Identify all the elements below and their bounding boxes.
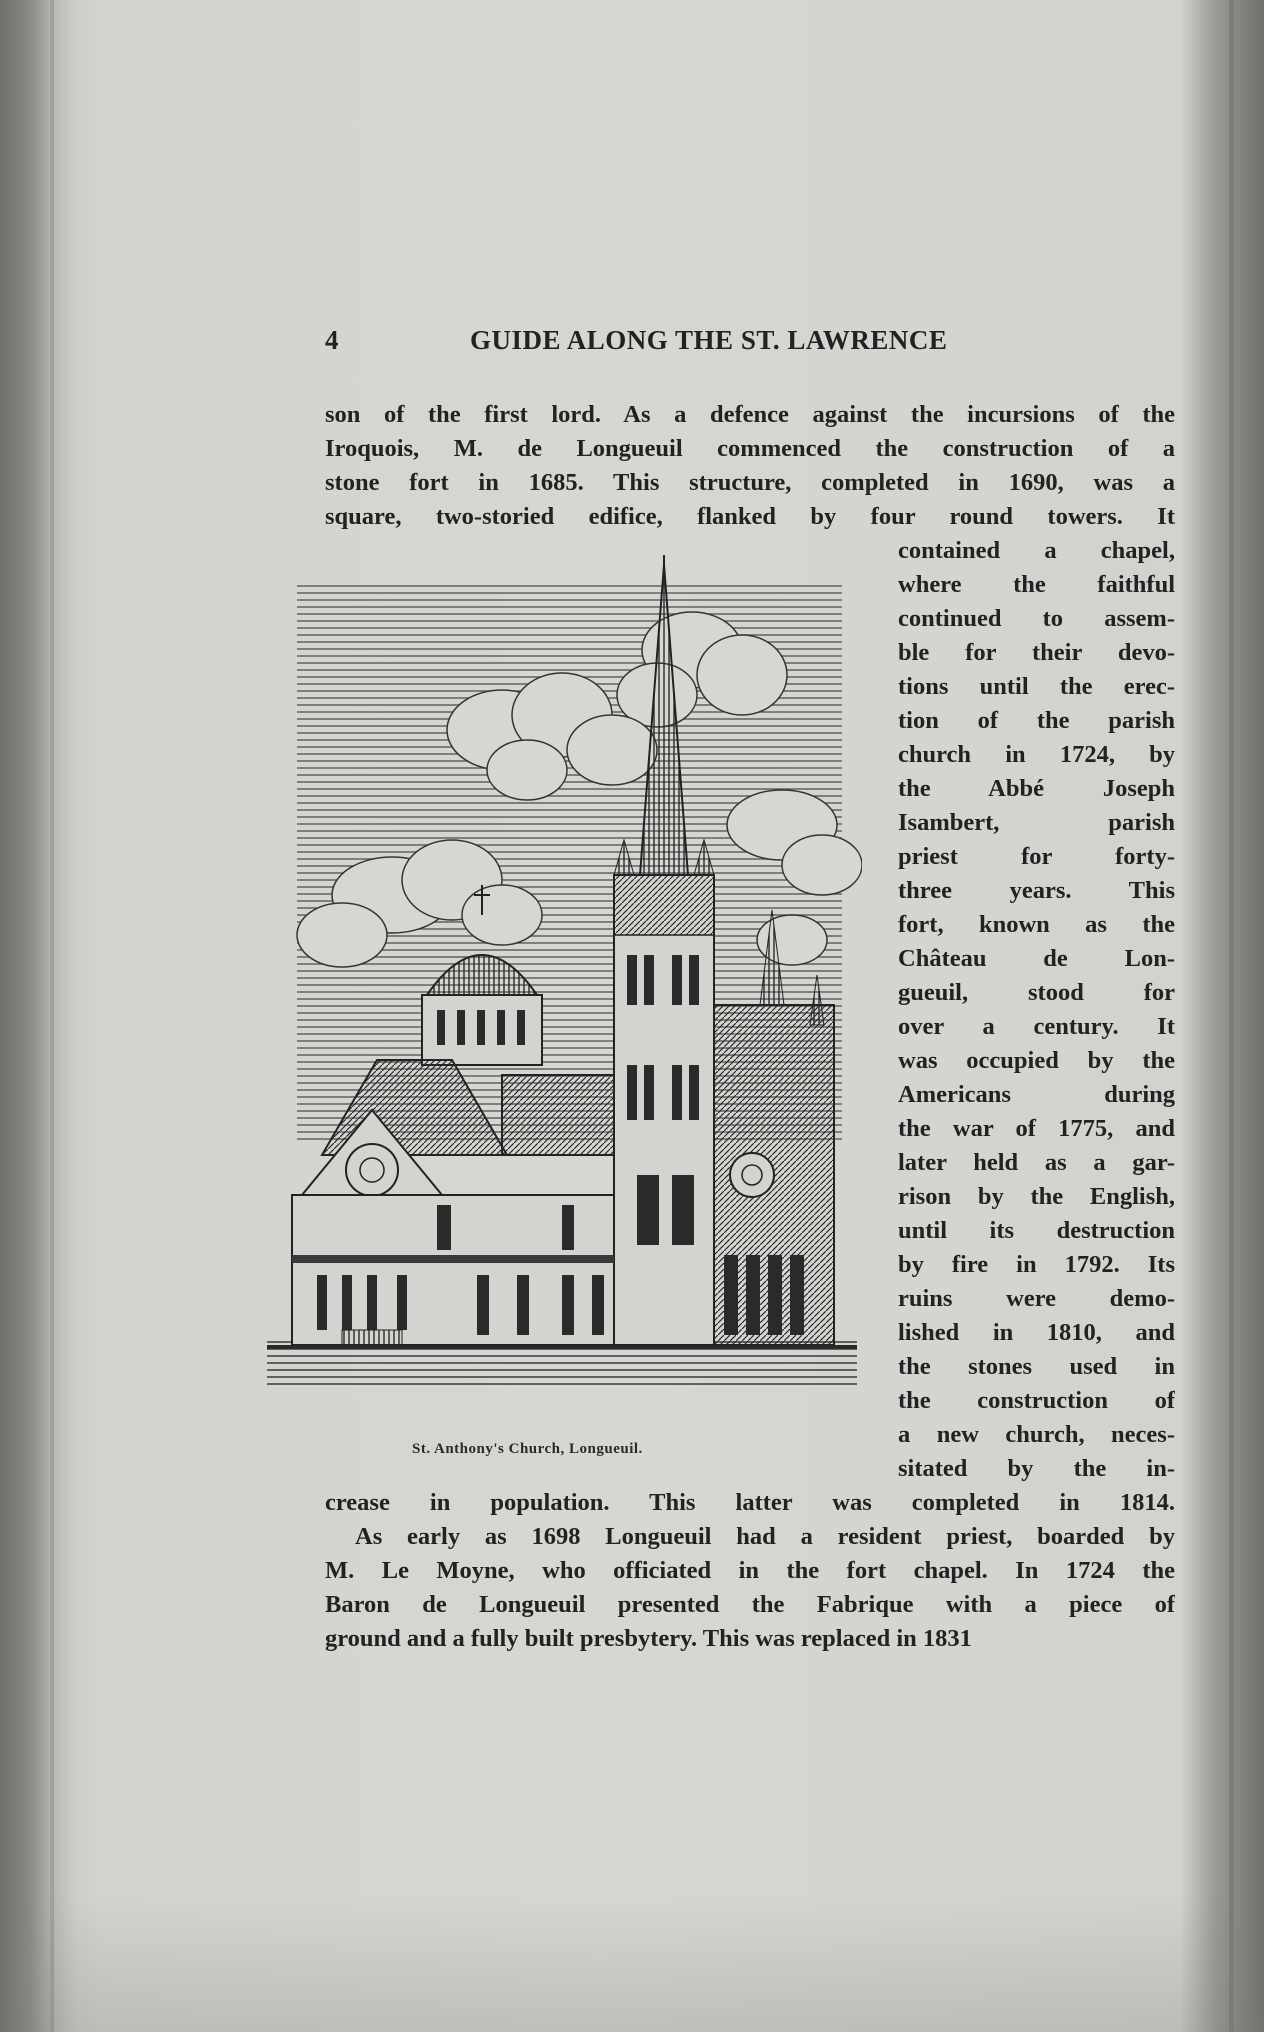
side-text-line: was occupied by the — [898, 1047, 1175, 1074]
side-text-line: the war of 1775, and — [898, 1115, 1175, 1142]
text-line: M. Le Moyne, who officiated in the fort chapel. In 1724 the — [325, 1557, 1175, 1584]
side-text-line: contained a chapel, — [898, 537, 1175, 564]
figure-caption: St. Anthony's Church, Longueuil. — [412, 1441, 643, 1457]
text-line: stone fort in 1685. This structure, completed in 1690, was a — [325, 469, 1175, 496]
running-head — [325, 325, 1055, 365]
page-title: GUIDE ALONG THE ST. LAWRENCE — [470, 325, 948, 355]
side-text-line: continued to assem- — [898, 605, 1175, 632]
text-line: ground and a fully built presbytery. This was replaced in 1831 — [325, 1625, 972, 1652]
side-text-line: fort, known as the — [898, 911, 1175, 938]
side-text-line: the stones used in — [898, 1353, 1175, 1380]
text-line: son of the first lord. As a defence against the incursions of the — [325, 401, 1175, 428]
page-edge-left — [50, 0, 54, 2032]
side-text-line: Isambert, parish — [898, 809, 1175, 836]
side-text-line: sitated by the in- — [898, 1455, 1175, 1482]
church-engraving — [262, 555, 862, 1420]
side-text-line: by fire in 1792. Its — [898, 1251, 1175, 1278]
text-line: As early as 1698 Longueuil had a resident priest, boarded by — [355, 1523, 1175, 1550]
text-line: Iroquois, M. de Longueuil commenced the construction of a — [325, 435, 1175, 462]
side-text-line: rison by the English, — [898, 1183, 1175, 1210]
side-text-line: where the faithful — [898, 571, 1175, 598]
side-text-line: the Abbé Joseph — [898, 775, 1175, 802]
side-text-line: a new church, neces- — [898, 1421, 1175, 1448]
page-number: 4 — [325, 325, 339, 355]
side-text-line: church in 1724, by — [898, 741, 1175, 768]
side-text-line: gueuil, stood for — [898, 979, 1175, 1006]
side-text-line: ruins were demo- — [898, 1285, 1175, 1312]
side-text-line: tions until the erec- — [898, 673, 1175, 700]
page-shadow — [0, 1892, 1264, 2032]
side-text-line: three years. This — [898, 877, 1175, 904]
side-text-line: later held as a gar- — [898, 1149, 1175, 1176]
side-text-line: Americans during — [898, 1081, 1175, 1108]
text-line: crease in population. This latter was completed in 1814. — [325, 1489, 1175, 1516]
text-line: Baron de Longueuil presented the Fabrique with a piece of — [325, 1591, 1175, 1618]
side-text-line: Château de Lon- — [898, 945, 1175, 972]
page-edge-right — [1229, 0, 1234, 2032]
side-text-line: the construction of — [898, 1387, 1175, 1414]
side-text-line: lished in 1810, and — [898, 1319, 1175, 1346]
side-text-line: until its destruction — [898, 1217, 1175, 1244]
side-text-line: over a century. It — [898, 1013, 1175, 1040]
side-text-line: ble for their devo- — [898, 639, 1175, 666]
side-text-line: priest for forty- — [898, 843, 1175, 870]
side-text-line: tion of the parish — [898, 707, 1175, 734]
text-line: square, two-storied edifice, flanked by four round towers. It — [325, 503, 1175, 530]
